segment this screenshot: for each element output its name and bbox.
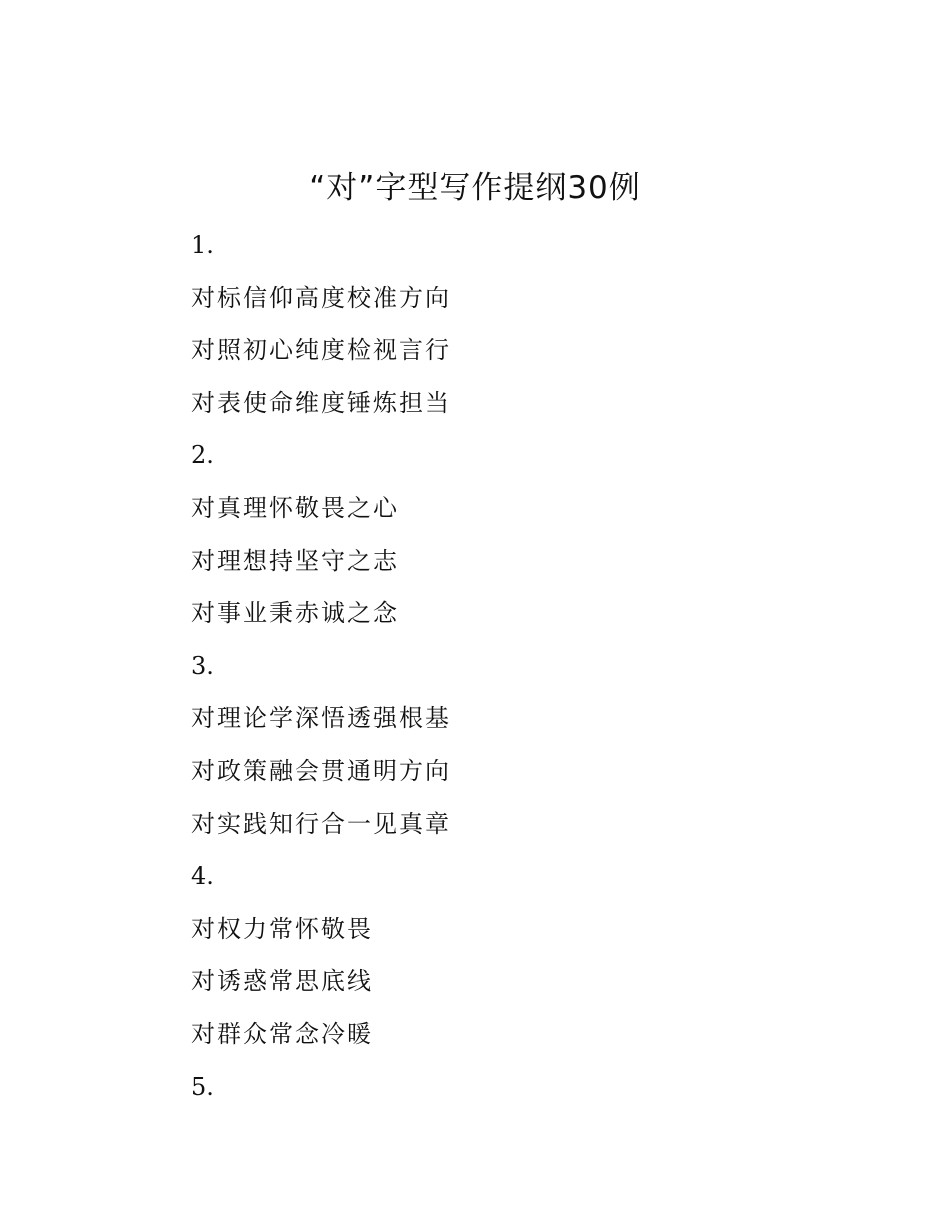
group-4-item-2: 对诱惑常思底线 xyxy=(191,967,373,996)
group-2-item-3: 对事业秉赤诚之念 xyxy=(191,599,399,628)
group-1-item-1: 对标信仰高度校准方向 xyxy=(191,283,451,312)
group-2-number: 2. xyxy=(191,441,214,470)
group-3-number: 3. xyxy=(191,651,214,680)
group-4-item-3: 对群众常念冷暖 xyxy=(191,1019,373,1048)
group-1-number: 1. xyxy=(191,231,214,259)
group-1-item-3: 对表使命维度锤炼担当 xyxy=(191,388,451,417)
group-3-item-2: 对政策融会贯通明方向 xyxy=(191,756,451,785)
group-4-item-1: 对权力常怀敬畏 xyxy=(191,914,373,943)
outline-list xyxy=(191,219,791,1113)
group-5-number: 5. xyxy=(191,1072,214,1101)
group-3-item-3: 对实践知行合一见真章 xyxy=(191,809,451,838)
group-3-item-1: 对理论学深悟透强根基 xyxy=(191,704,451,733)
group-2-item-1: 对真理怀敬畏之心 xyxy=(191,493,399,522)
group-4-number: 4. xyxy=(191,862,214,891)
group-1-item-2: 对照初心纯度检视言行 xyxy=(191,336,451,365)
group-2-item-2: 对理想持坚守之志 xyxy=(191,546,399,575)
document-title: “对”字型写作提纲30例 xyxy=(309,170,641,206)
